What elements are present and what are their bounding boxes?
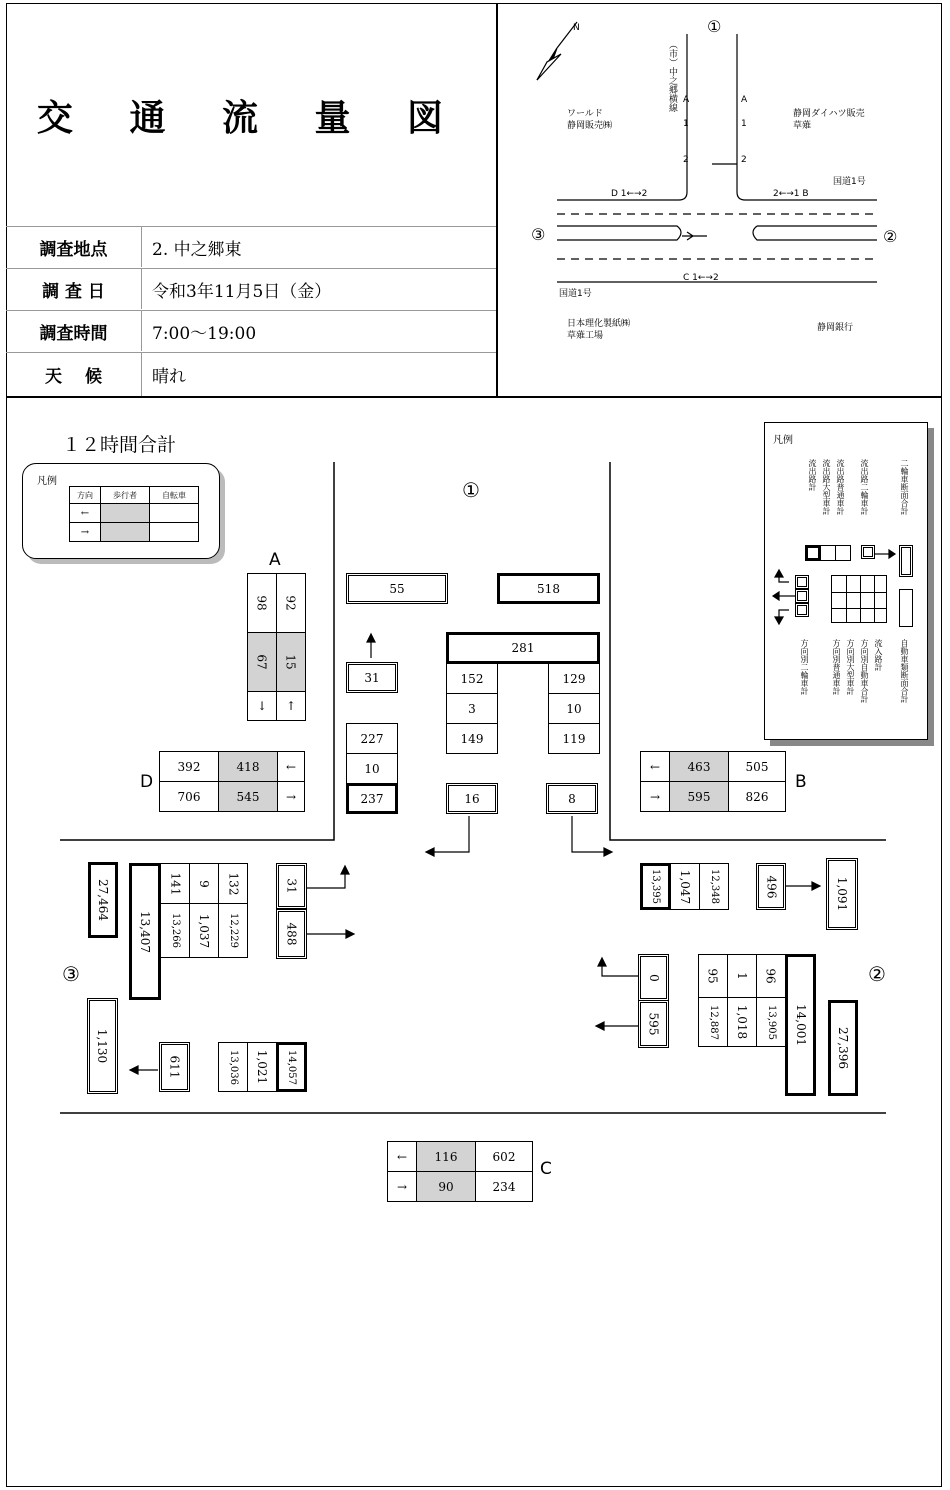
label-A: A xyxy=(269,550,281,570)
north-moto-dir-left: 16 xyxy=(446,783,498,814)
map-place-tr-1: 静岡ダイハツ販売 xyxy=(793,109,865,119)
east-in-total: 14,001 xyxy=(785,954,816,1096)
map-b-label: 2←→1 B xyxy=(773,189,809,199)
north-left-col-3: 237 xyxy=(346,783,398,814)
legend-top-1: 流出路計 xyxy=(808,459,817,491)
map-a-label-r: A xyxy=(741,95,748,105)
b-r1-c: 505 xyxy=(728,751,786,782)
west-moto-out: 611 xyxy=(159,1042,190,1092)
d-r2-c: → xyxy=(277,781,305,812)
d-r1-c: ← xyxy=(277,751,305,782)
east-out-col3: 12,348 xyxy=(699,863,729,910)
west-out-total: 13,407 xyxy=(129,863,161,1000)
map-route-l: 国道1号 xyxy=(559,289,592,299)
map-a-2: 2 xyxy=(683,155,689,165)
b-r1-a: ← xyxy=(640,751,670,782)
map-a-1: 1 xyxy=(683,119,689,129)
label-D: D xyxy=(140,772,154,792)
b-r2-a: → xyxy=(640,781,670,812)
b-r2-c: 826 xyxy=(728,781,786,812)
north-out-total: 281 xyxy=(446,632,600,664)
map-a-2-r: 2 xyxy=(741,155,747,165)
legend-bot-1: 方向別二輪車計 xyxy=(800,639,809,695)
east-in-col2-bot: 1,018 xyxy=(727,997,757,1047)
ped-legend-r2: → xyxy=(69,522,101,542)
a-top-right: 92 xyxy=(276,573,306,633)
d-r1-b: 418 xyxy=(218,751,278,782)
map-place-bl-2: 草薙工場 xyxy=(567,331,604,341)
north-moto-total: 55 xyxy=(346,573,448,604)
north-auto-total: 518 xyxy=(497,573,600,604)
d-r2-b: 545 xyxy=(218,781,278,812)
label-C: C xyxy=(540,1159,552,1179)
map-route-r: 国道1号 xyxy=(833,177,866,187)
info-value: 2. 中之郷東 xyxy=(152,239,242,260)
b-r1-b: 463 xyxy=(669,751,729,782)
north-out-large: 152 xyxy=(446,663,498,694)
ped-legend-title: 凡例 xyxy=(37,476,57,487)
map-d-label: D 1←→2 xyxy=(611,189,648,199)
west-col2-top: 9 xyxy=(189,863,219,904)
legend-top-4: 流出路二輪車計 xyxy=(860,459,869,515)
map-circle-2: ② xyxy=(883,227,898,246)
west-col3-top: 132 xyxy=(218,863,248,904)
west-col3-bot: 12,229 xyxy=(218,903,248,958)
page-title: 交 通 流 量 図 xyxy=(36,98,466,139)
c-r2-b: 90 xyxy=(416,1171,476,1202)
west-moto-up: 31 xyxy=(276,863,307,909)
west-in-col1: 13,036 xyxy=(218,1042,248,1092)
map-a-1-r: 1 xyxy=(741,119,747,129)
east-in-col1-top: 95 xyxy=(698,954,728,998)
west-in-col2: 1,021 xyxy=(247,1042,277,1092)
legend-top-2: 流出路大型車計 xyxy=(822,459,831,515)
ped-legend-h2: 歩行者 xyxy=(100,486,150,504)
legend-top-5: 二輪車断面合計 xyxy=(900,459,909,515)
east-moto-left: 595 xyxy=(638,1000,669,1048)
c-r2-c: 234 xyxy=(475,1171,533,1202)
legend-top-3: 流出路普通車計 xyxy=(836,459,845,515)
map-place-tl-1: ワールド xyxy=(567,109,603,119)
legend-bot-6: 自動車類断面合計 xyxy=(900,639,909,703)
info-value: 晴れ xyxy=(152,367,186,387)
info-label: 調 査 日 xyxy=(6,269,142,309)
d-r2-a: 706 xyxy=(159,781,219,812)
west-moto-total: 1,130 xyxy=(87,998,118,1094)
map-north-letter: N xyxy=(573,23,580,33)
info-value: 令和3年11月5日（金） xyxy=(152,281,332,302)
c-r1-c: 602 xyxy=(475,1141,533,1172)
info-label: 天 候 xyxy=(6,353,142,396)
north-col-bot-right: 119 xyxy=(548,723,600,754)
north-in-large: 129 xyxy=(548,663,600,694)
ped-legend-h3: 自転車 xyxy=(149,486,199,504)
ped-legend-h1: 方向 xyxy=(69,486,101,504)
a-arrow-left: ↓ xyxy=(247,691,277,721)
info-label: 調査時間 xyxy=(6,311,142,351)
west-moto-right: 488 xyxy=(276,909,307,959)
east-out-col1: 13,395 xyxy=(640,863,671,910)
west-total-section: 27,464 xyxy=(88,862,118,938)
east-in-col3-top: 96 xyxy=(756,954,786,998)
north-col-mid-right: 10 xyxy=(548,693,600,724)
node-label-2: ② xyxy=(868,962,886,986)
north-col-mid-left: 3 xyxy=(446,693,498,724)
north-moto-out: 31 xyxy=(346,662,398,693)
ped-legend-r1: ← xyxy=(69,503,101,523)
map-circle-1: ① xyxy=(707,17,722,36)
legend-bot-5: 流入路計 xyxy=(874,639,883,671)
map-place-br: 静岡銀行 xyxy=(817,323,854,333)
map-place-tr-2: 草薙 xyxy=(793,121,812,131)
west-col1-bot: 13,266 xyxy=(160,903,190,958)
a-mid-right: 15 xyxy=(276,632,306,692)
east-moto-total: 1,091 xyxy=(826,858,858,930)
b-r2-b: 595 xyxy=(669,781,729,812)
east-in-col3-bot: 13,905 xyxy=(756,997,786,1047)
east-in-col2-top: 1 xyxy=(727,954,757,998)
c-r1-a: ← xyxy=(387,1141,417,1172)
label-B: B xyxy=(795,772,807,792)
a-top-left: 98 xyxy=(247,573,277,633)
legend-bot-4: 方向別自動車合計 xyxy=(860,639,869,703)
east-moto-up: 0 xyxy=(638,954,669,1001)
legend-bot-3: 方向別大型車計 xyxy=(846,639,855,695)
node-label-3: ③ xyxy=(62,962,80,986)
legend-title: 凡例 xyxy=(773,435,793,446)
north-col-bot-left: 149 xyxy=(446,723,498,754)
map-place-bl-1: 日本理化製紙㈱ xyxy=(567,319,631,329)
a-arrow-right: ↑ xyxy=(276,691,306,721)
east-total-section: 27,396 xyxy=(828,1000,858,1096)
legend-bot-2: 方向別普通車計 xyxy=(832,639,841,695)
west-col1-top: 141 xyxy=(160,863,190,904)
north-left-col-1: 227 xyxy=(346,723,398,754)
north-moto-dir-right: 8 xyxy=(546,783,598,814)
c-r2-a: → xyxy=(387,1171,417,1202)
info-value: 7:00～19:00 xyxy=(152,323,257,344)
map-road-name: （市）中之郷横線 xyxy=(667,40,677,112)
c-r1-b: 116 xyxy=(416,1141,476,1172)
map-place-tl-2: 静岡販売㈱ xyxy=(567,121,613,131)
map-a-label: A xyxy=(683,95,690,105)
node-label-1: ① xyxy=(462,478,480,502)
east-out-col2: 1,047 xyxy=(670,863,700,910)
info-label: 調査地点 xyxy=(6,227,142,267)
map-circle-3: ③ xyxy=(531,225,546,244)
north-left-col-2: 10 xyxy=(346,753,398,784)
west-in-col3: 14,057 xyxy=(276,1042,307,1092)
d-r1-a: 392 xyxy=(159,751,219,782)
east-in-col1-bot: 12,887 xyxy=(698,997,728,1047)
east-moto-out: 496 xyxy=(756,863,786,910)
section-title: １２時間合計 xyxy=(62,434,177,456)
a-mid-left: 67 xyxy=(247,632,277,692)
west-col2-bot: 1,037 xyxy=(189,903,219,958)
map-c-label: C 1←→2 xyxy=(683,273,719,283)
